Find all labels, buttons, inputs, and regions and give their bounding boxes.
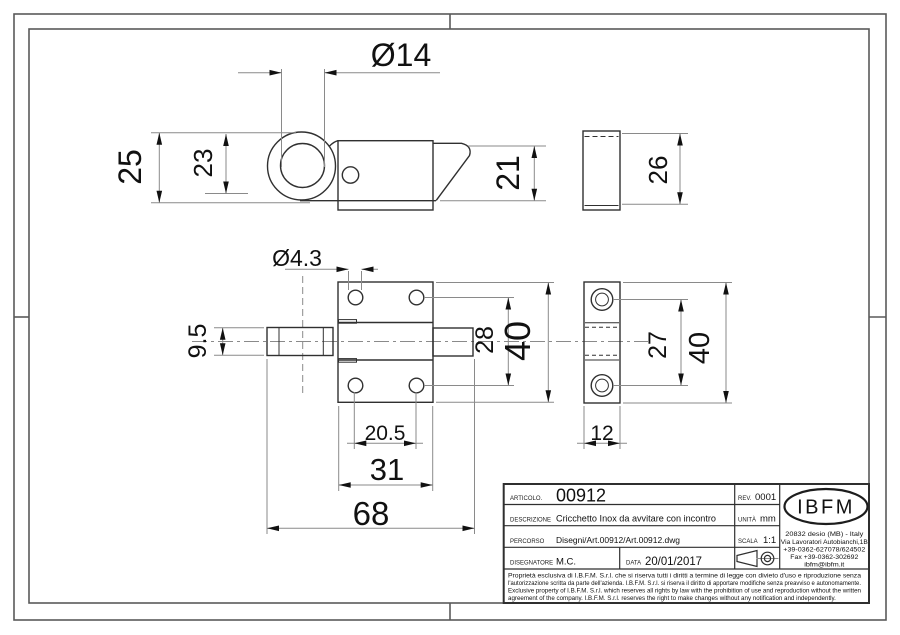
address-line: ibfm@ibfm.it <box>804 561 845 569</box>
rev-value: 0001 <box>755 492 777 503</box>
company-logo <box>785 489 868 524</box>
top-view <box>268 131 621 210</box>
disegnatore-label: DISEGNATORE <box>510 560 554 567</box>
screw-hole <box>409 290 424 305</box>
strike-hole-top <box>591 289 613 311</box>
dimension-labels <box>112 37 716 532</box>
data-value: 20/01/2017 <box>645 554 703 568</box>
address-line: Fax +39-0362-302692 <box>790 554 859 561</box>
data-label: DATA <box>626 560 642 567</box>
scala-value: 1:1 <box>763 535 777 546</box>
dim-overall-height: 25 <box>112 149 148 185</box>
dim-strike-hole-spacing: 27 <box>644 331 672 359</box>
scala-label: SCALA <box>738 539 758 545</box>
legal-line: Exclusive property of I.B.F.M. S.r.l. which reserves all rights by law with the prohibition of use and reproduction without the written <box>508 587 862 595</box>
legal-line: Proprietà esclusiva di I.B.F.M. S.r.l. che si riserva tutti i diritti a termine di legge con divieto d'uso e riproduzione senza <box>508 572 862 580</box>
descrizione-label: DESCRIZIONE <box>510 517 552 524</box>
address-line: 20832 desio (MB) - Italy <box>785 531 865 538</box>
dim-body-total-height: 40 <box>497 320 538 362</box>
spring-wedge <box>433 143 470 200</box>
rev-label: REV. <box>738 496 752 502</box>
legal-notice <box>508 573 862 603</box>
title-block <box>504 484 869 603</box>
disegnatore-value: M.C. <box>556 556 577 568</box>
address-line: +39-0362-627078/624502 <box>783 546 866 554</box>
latch-body-side <box>338 141 433 210</box>
address-line: Via Lavoratori Autobianchi,1B <box>780 538 868 546</box>
dim-strike-width: 12 <box>590 422 614 445</box>
logo-text: IBFM <box>797 496 855 519</box>
unita-value: mm <box>760 513 776 525</box>
ring-outer-circle <box>268 132 336 200</box>
ring-hole-circle <box>281 144 325 188</box>
dim-ring-diameter: Ø14 <box>370 37 432 73</box>
pin-hole <box>342 167 358 183</box>
unita-label: UNITÀ <box>738 517 756 524</box>
dim-hole-spacing-horizontal: 20.5 <box>364 422 406 445</box>
screw-hole <box>348 290 363 305</box>
dim-strike-height: 40 <box>684 331 716 365</box>
projection-symbol-icon <box>737 551 779 567</box>
strike-side-view <box>583 131 620 210</box>
dim-overall-width: 68 <box>352 495 390 532</box>
percorso-label: PERCORSO <box>510 539 545 545</box>
latch-body-front <box>338 282 433 402</box>
articolo-value: 00912 <box>556 485 607 506</box>
dimension-arrows <box>157 70 729 531</box>
dim-body-width: 31 <box>369 452 405 487</box>
percorso-value: Disegni/Art.00912/Art.00912.dwg <box>556 536 680 545</box>
articolo-label: ARTICOLO. <box>510 496 543 502</box>
company-address <box>781 531 868 568</box>
strike-front-view <box>584 282 620 403</box>
strike-plate <box>584 282 620 403</box>
dim-ring-height: 23 <box>188 148 218 178</box>
legal-line: l'autorizzazione scritta da parte dell'azienda. I.B.F.M. S.r.l. si riserva il diritto di apportare modifiche senza preavviso e autonomamente. <box>508 580 862 587</box>
screw-hole <box>409 378 424 393</box>
descrizione-value: Cricchetto Inox da avvitare con incontro <box>556 513 716 524</box>
screw-hole <box>348 378 363 393</box>
dim-strike-depth: 26 <box>643 155 673 185</box>
dim-body-height: 21 <box>490 155 526 191</box>
dim-hole-spacing-vertical: 28 <box>471 326 499 354</box>
sheet-frame <box>14 14 886 620</box>
dim-bolt-height: 9.5 <box>184 323 212 359</box>
front-view <box>192 276 648 402</box>
legal-line: agreement of the company. I.B.F.M. S.r.l. reserves the right to make changes without any notification and independently. <box>508 595 836 602</box>
strike-hole-bottom <box>591 375 613 397</box>
dimension-lines <box>151 69 732 534</box>
dim-screw-hole-diameter: Ø4.3 <box>272 245 322 271</box>
